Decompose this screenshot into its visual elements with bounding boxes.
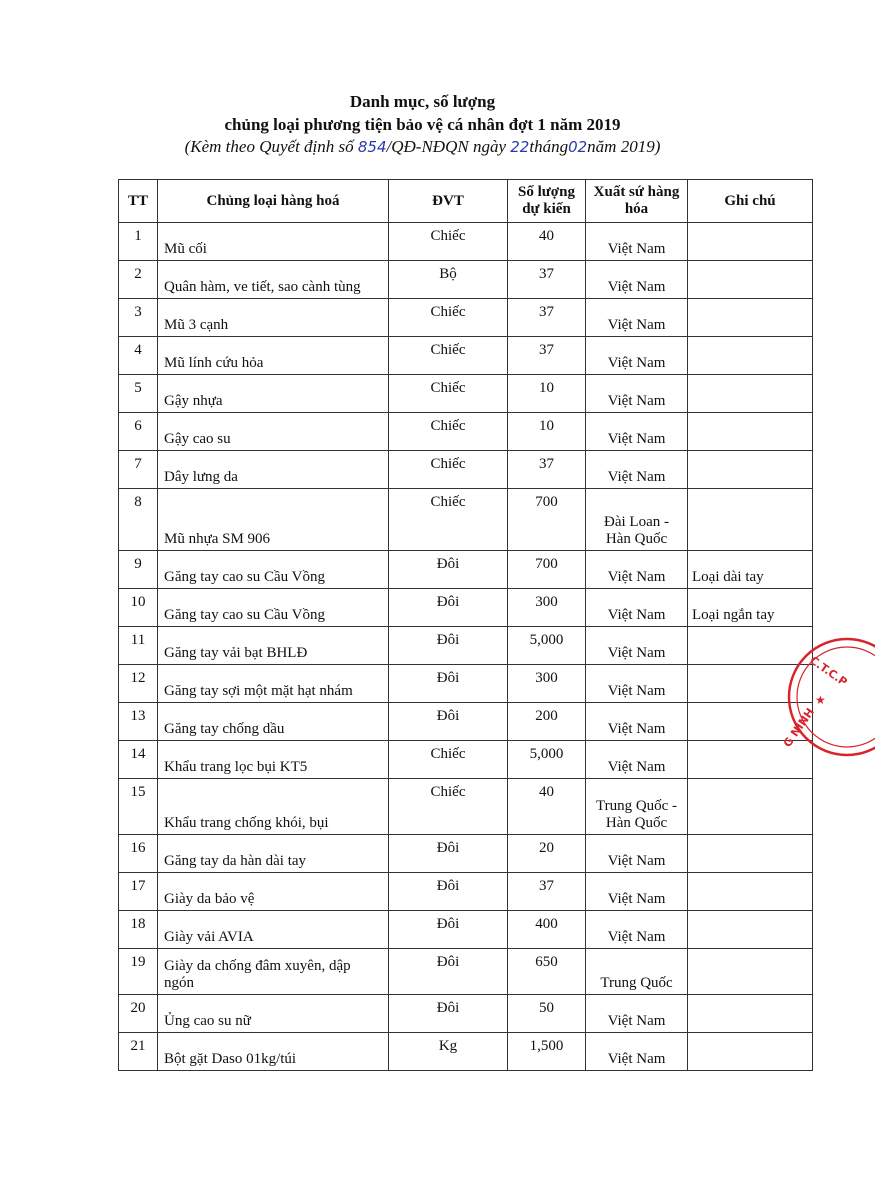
table-row <box>119 741 813 779</box>
cell-tt: 2 <box>119 261 158 299</box>
table-row <box>119 337 813 375</box>
table-row <box>119 413 813 451</box>
cell-unit: Đôi <box>389 835 508 873</box>
cell-qty: 37 <box>508 261 586 299</box>
cell-origin: Việt Nam <box>586 665 688 703</box>
cell-origin: Việt Nam <box>586 551 688 589</box>
table-row <box>119 261 813 299</box>
cell-origin: Việt Nam <box>586 1033 688 1071</box>
cell-qty: 37 <box>508 451 586 489</box>
cell-unit: Chiếc <box>389 489 508 551</box>
cell-name: Găng tay sợi một mặt hạt nhám <box>158 665 389 703</box>
cell-unit: Chiếc <box>389 741 508 779</box>
cell-note <box>688 835 813 873</box>
cell-origin: Việt Nam <box>586 261 688 299</box>
cell-name: Gậy nhựa <box>158 375 389 413</box>
cell-note: Loại dài tay <box>688 551 813 589</box>
cell-tt: 9 <box>119 551 158 589</box>
cell-qty: 10 <box>508 375 586 413</box>
cell-tt: 11 <box>119 627 158 665</box>
cell-tt: 14 <box>119 741 158 779</box>
cell-qty: 650 <box>508 949 586 995</box>
header-note: Ghi chú <box>688 180 813 223</box>
cell-note <box>688 949 813 995</box>
cell-tt: 3 <box>119 299 158 337</box>
header-tt: TT <box>119 180 158 223</box>
cell-qty: 37 <box>508 873 586 911</box>
reference-month-word: tháng <box>529 137 569 156</box>
cell-note <box>688 223 813 261</box>
cell-note <box>688 1033 813 1071</box>
table-row <box>119 949 813 995</box>
table-row <box>119 703 813 741</box>
cell-name: Mũ nhựa SM 906 <box>158 489 389 551</box>
header-unit: ĐVT <box>389 180 508 223</box>
table-row <box>119 375 813 413</box>
cell-tt: 7 <box>119 451 158 489</box>
cell-note <box>688 703 813 741</box>
cell-name: Găng tay cao su Cầu Vồng <box>158 551 389 589</box>
cell-name: Giày vải AVIA <box>158 911 389 949</box>
equipment-table <box>118 179 813 1071</box>
cell-qty: 20 <box>508 835 586 873</box>
cell-origin: Việt Nam <box>586 451 688 489</box>
table-row <box>119 589 813 627</box>
cell-tt: 10 <box>119 589 158 627</box>
cell-origin: Việt Nam <box>586 835 688 873</box>
cell-origin: Việt Nam <box>586 413 688 451</box>
cell-name: Gậy cao su <box>158 413 389 451</box>
reference-suffix: năm 2019) <box>587 137 661 156</box>
cell-origin: Việt Nam <box>586 703 688 741</box>
cell-tt: 1 <box>119 223 158 261</box>
cell-origin: Việt Nam <box>586 911 688 949</box>
stamp-text-side: G NINH <box>780 705 818 750</box>
cell-unit: Chiếc <box>389 337 508 375</box>
cell-qty: 200 <box>508 703 586 741</box>
cell-name: Bột gặt Daso 01kg/túi <box>158 1033 389 1071</box>
cell-tt: 16 <box>119 835 158 873</box>
cell-qty: 10 <box>508 413 586 451</box>
cell-note <box>688 261 813 299</box>
cell-name: Găng tay da hàn dài tay <box>158 835 389 873</box>
cell-origin: Việt Nam <box>586 627 688 665</box>
table-row <box>119 995 813 1033</box>
cell-name: Giày da bảo vệ <box>158 873 389 911</box>
cell-qty: 700 <box>508 489 586 551</box>
decision-reference <box>0 136 845 158</box>
cell-name: Găng tay vải bạt BHLĐ <box>158 627 389 665</box>
cell-origin: Việt Nam <box>586 223 688 261</box>
table-row <box>119 835 813 873</box>
cell-unit: Chiếc <box>389 451 508 489</box>
cell-name: Khẩu trang lọc bụi KT5 <box>158 741 389 779</box>
cell-unit: Kg <box>389 1033 508 1071</box>
table-row <box>119 665 813 703</box>
cell-tt: 17 <box>119 873 158 911</box>
cell-qty: 40 <box>508 779 586 835</box>
cell-name: Dây lưng da <box>158 451 389 489</box>
table-row <box>119 873 813 911</box>
cell-note <box>688 873 813 911</box>
cell-note <box>688 451 813 489</box>
cell-note <box>688 779 813 835</box>
cell-tt: 6 <box>119 413 158 451</box>
cell-origin: Việt Nam <box>586 995 688 1033</box>
cell-name: Ủng cao su nữ <box>158 995 389 1033</box>
cell-unit: Đôi <box>389 627 508 665</box>
cell-tt: 21 <box>119 1033 158 1071</box>
table-header-row <box>119 180 813 223</box>
cell-note <box>688 489 813 551</box>
cell-name: Găng tay chống dầu <box>158 703 389 741</box>
cell-unit: Chiếc <box>389 223 508 261</box>
cell-unit: Đôi <box>389 703 508 741</box>
cell-qty: 300 <box>508 665 586 703</box>
header-qty: Số lượng dự kiến <box>508 180 586 223</box>
cell-tt: 12 <box>119 665 158 703</box>
table-row <box>119 551 813 589</box>
cell-tt: 19 <box>119 949 158 995</box>
cell-qty: 400 <box>508 911 586 949</box>
table-row <box>119 223 813 261</box>
cell-unit: Đôi <box>389 995 508 1033</box>
cell-origin: Việt Nam <box>586 375 688 413</box>
cell-tt: 13 <box>119 703 158 741</box>
cell-qty: 700 <box>508 551 586 589</box>
stamp-star-icon: ★ <box>815 693 826 707</box>
cell-name: Quân hàm, ve tiết, sao cành tùng <box>158 261 389 299</box>
cell-unit: Đôi <box>389 911 508 949</box>
cell-origin: Việt Nam <box>586 299 688 337</box>
cell-name: Mũ lính cứu hỏa <box>158 337 389 375</box>
cell-note <box>688 665 813 703</box>
cell-unit: Đôi <box>389 589 508 627</box>
table-row <box>119 779 813 835</box>
cell-note: Loại ngắn tay <box>688 589 813 627</box>
cell-origin: Trung Quốc <box>586 949 688 995</box>
cell-tt: 4 <box>119 337 158 375</box>
cell-name: Giày da chống đâm xuyên, dập ngón <box>158 949 389 995</box>
cell-qty: 37 <box>508 337 586 375</box>
cell-origin: Việt Nam <box>586 337 688 375</box>
header-name: Chủng loại hàng hoá <box>158 180 389 223</box>
cell-origin: Việt Nam <box>586 873 688 911</box>
cell-name: Mũ 3 cạnh <box>158 299 389 337</box>
cell-qty: 40 <box>508 223 586 261</box>
cell-name: Khẩu trang chống khói, bụi <box>158 779 389 835</box>
cell-note <box>688 911 813 949</box>
table-row <box>119 1033 813 1071</box>
cell-tt: 20 <box>119 995 158 1033</box>
cell-origin: Việt Nam <box>586 741 688 779</box>
cell-tt: 18 <box>119 911 158 949</box>
cell-unit: Chiếc <box>389 413 508 451</box>
header-origin: Xuất sứ hàng hóa <box>586 180 688 223</box>
cell-origin: Đài Loan - Hàn Quốc <box>586 489 688 551</box>
cell-unit: Chiếc <box>389 375 508 413</box>
handwritten-day: 22 <box>510 138 530 156</box>
table-row <box>119 911 813 949</box>
handwritten-decision-number: 854 <box>357 138 387 156</box>
cell-origin: Việt Nam <box>586 589 688 627</box>
cell-unit: Đôi <box>389 665 508 703</box>
page-title: Danh mục, số lượng <box>349 92 496 111</box>
cell-unit: Chiếc <box>389 779 508 835</box>
cell-name: Mũ cối <box>158 223 389 261</box>
table-row <box>119 489 813 551</box>
reference-prefix: (Kèm theo Quyết định số <box>184 137 358 156</box>
cell-qty: 50 <box>508 995 586 1033</box>
cell-qty: 5,000 <box>508 741 586 779</box>
cell-qty: 5,000 <box>508 627 586 665</box>
table-row <box>119 451 813 489</box>
cell-origin: Trung Quốc - Hàn Quốc <box>586 779 688 835</box>
cell-tt: 8 <box>119 489 158 551</box>
cell-unit: Chiếc <box>389 299 508 337</box>
stamp-text-top: C.T.C.P <box>807 653 850 689</box>
table-row <box>119 299 813 337</box>
cell-qty: 1,500 <box>508 1033 586 1071</box>
handwritten-month: 02 <box>568 138 588 156</box>
cell-note <box>688 299 813 337</box>
reference-mid: /QĐ-NĐQN ngày <box>386 137 511 156</box>
cell-unit: Đôi <box>389 873 508 911</box>
page-subtitle-title: chủng loại phương tiện bảo vệ cá nhân đợt 1 năm 2019 <box>224 115 621 134</box>
cell-note <box>688 627 813 665</box>
cell-note <box>688 995 813 1033</box>
cell-unit: Bộ <box>389 261 508 299</box>
cell-qty: 300 <box>508 589 586 627</box>
cell-qty: 37 <box>508 299 586 337</box>
cell-note <box>688 375 813 413</box>
cell-tt: 15 <box>119 779 158 835</box>
cell-unit: Đôi <box>389 551 508 589</box>
cell-note <box>688 413 813 451</box>
cell-note <box>688 741 813 779</box>
cell-note <box>688 337 813 375</box>
cell-unit: Đôi <box>389 949 508 995</box>
table-row <box>119 627 813 665</box>
cell-tt: 5 <box>119 375 158 413</box>
cell-name: Găng tay cao su Cầu Vồng <box>158 589 389 627</box>
